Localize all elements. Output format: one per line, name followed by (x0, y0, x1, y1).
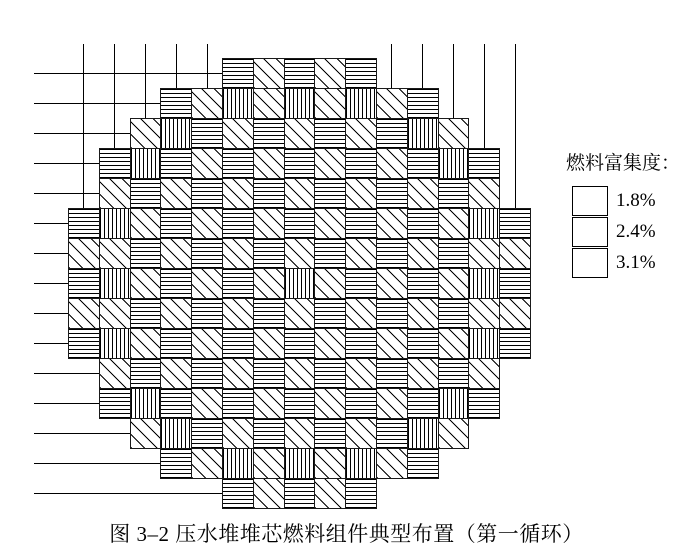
assembly-cell (284, 148, 316, 179)
assembly-cell (376, 418, 408, 449)
legend-label: 1.8% (616, 190, 656, 211)
assembly-cell (345, 388, 377, 419)
assembly-cell (253, 418, 285, 449)
assembly-cell (376, 358, 408, 389)
assembly-cell (284, 448, 316, 479)
assembly-cell (407, 238, 439, 269)
legend (566, 148, 690, 273)
assembly-cell (191, 298, 223, 329)
assembly-cell (130, 118, 162, 149)
assembly-cell (407, 88, 439, 119)
assembly-cell (99, 238, 131, 269)
assembly-cell (376, 118, 408, 149)
assembly-cell (499, 268, 531, 299)
assembly-cell (253, 388, 285, 419)
assembly-cell (376, 208, 408, 239)
assembly-cell (160, 418, 192, 449)
assembly-cell (284, 238, 316, 269)
assembly-cell (160, 388, 192, 419)
row-leader-line (34, 253, 68, 254)
assembly-cell (191, 118, 223, 149)
assembly-cell (314, 418, 346, 449)
assembly-cell (284, 418, 316, 449)
assembly-cell (222, 238, 254, 269)
assembly-cell (376, 448, 408, 479)
assembly-cell (284, 328, 316, 359)
assembly-cell (222, 148, 254, 179)
assembly-cell (284, 178, 316, 209)
assembly-cell (191, 88, 223, 119)
assembly-cell (407, 418, 439, 449)
assembly-cell (160, 178, 192, 209)
assembly-cell (345, 418, 377, 449)
legend-swatch-diagonal-hatch (572, 217, 608, 247)
row-leader-line (34, 73, 222, 74)
row-leader-line (34, 463, 160, 464)
assembly-cell (468, 238, 500, 269)
legend-item (572, 186, 688, 216)
assembly-cell (253, 238, 285, 269)
row-leader-line (34, 313, 68, 314)
assembly-cell (253, 148, 285, 179)
assembly-cell (191, 238, 223, 269)
assembly-cell (438, 418, 470, 449)
column-leader-line (207, 44, 208, 88)
assembly-cell (253, 58, 285, 89)
assembly-cell (99, 208, 131, 239)
assembly-cell (314, 118, 346, 149)
assembly-cell (314, 238, 346, 269)
assembly-cell (99, 148, 131, 179)
assembly-cell (130, 418, 162, 449)
assembly-cell (407, 178, 439, 209)
assembly-cell (130, 358, 162, 389)
column-leader-line (145, 44, 146, 118)
assembly-cell (314, 358, 346, 389)
assembly-cell (284, 358, 316, 389)
assembly-cell (160, 328, 192, 359)
assembly-cell (99, 268, 131, 299)
assembly-cell (160, 208, 192, 239)
legend-label: 3.1% (616, 252, 656, 273)
assembly-cell (68, 298, 100, 329)
assembly-cell (407, 448, 439, 479)
assembly-cell (222, 58, 254, 89)
assembly-cell (314, 298, 346, 329)
assembly-cell (499, 328, 531, 359)
assembly-cell (499, 208, 531, 239)
legend-label: 2.4% (616, 221, 656, 242)
assembly-cell (468, 328, 500, 359)
assembly-cell (314, 328, 346, 359)
figure-caption: 图 3–2 压水堆堆芯燃料组件典型布置（第一循环） (109, 522, 584, 546)
assembly-cell (468, 388, 500, 419)
assembly-cell (376, 178, 408, 209)
assembly-cell (345, 118, 377, 149)
row-leader-line (34, 133, 130, 134)
assembly-cell (407, 118, 439, 149)
assembly-cell (253, 328, 285, 359)
assembly-cell (407, 208, 439, 239)
assembly-cell (407, 328, 439, 359)
assembly-cell (438, 298, 470, 329)
legend-item (572, 217, 688, 247)
assembly-cell (314, 388, 346, 419)
assembly-cell (253, 358, 285, 389)
assembly-cell (130, 178, 162, 209)
assembly-cell (314, 178, 346, 209)
assembly-cell (468, 298, 500, 329)
assembly-cell (253, 478, 285, 509)
assembly-cell (376, 268, 408, 299)
row-leader-line (34, 493, 222, 494)
assembly-cell (68, 238, 100, 269)
assembly-cell (314, 88, 346, 119)
assembly-cell (191, 358, 223, 389)
assembly-cell (160, 88, 192, 119)
row-leader-line (34, 403, 99, 404)
assembly-cell (222, 268, 254, 299)
assembly-cell (222, 118, 254, 149)
assembly-cell (284, 388, 316, 419)
assembly-cell (438, 268, 470, 299)
assembly-cell (345, 478, 377, 509)
column-leader-line (484, 44, 485, 148)
assembly-cell (407, 148, 439, 179)
assembly-cell (130, 298, 162, 329)
row-leader-line (34, 223, 68, 224)
row-leader-line (34, 373, 99, 374)
assembly-cell (160, 298, 192, 329)
assembly-cell (99, 388, 131, 419)
assembly-cell (222, 88, 254, 119)
assembly-cell (68, 268, 100, 299)
assembly-cell (253, 448, 285, 479)
assembly-cell (191, 178, 223, 209)
row-leader-line (34, 103, 160, 104)
assembly-cell (345, 58, 377, 89)
assembly-cell (438, 208, 470, 239)
assembly-cell (438, 358, 470, 389)
assembly-cell (222, 358, 254, 389)
assembly-cell (99, 328, 131, 359)
assembly-cell (99, 358, 131, 389)
assembly-cell (438, 118, 470, 149)
assembly-cell (160, 358, 192, 389)
assembly-cell (284, 88, 316, 119)
legend-swatch-vertical-hatch (572, 248, 608, 278)
assembly-cell (191, 208, 223, 239)
assembly-cell (314, 478, 346, 509)
assembly-cell (376, 388, 408, 419)
assembly-cell (160, 118, 192, 149)
assembly-cell (376, 328, 408, 359)
row-leader-line (34, 283, 68, 284)
column-leader-line (176, 44, 177, 88)
assembly-cell (499, 238, 531, 269)
legend-swatch-horizontal-hatch (572, 186, 608, 216)
assembly-cell (191, 268, 223, 299)
assembly-cell (284, 268, 316, 299)
assembly-cell (160, 268, 192, 299)
assembly-cell (253, 88, 285, 119)
assembly-cell (345, 268, 377, 299)
assembly-cell (222, 418, 254, 449)
assembly-cell (222, 478, 254, 509)
assembly-cell (438, 388, 470, 419)
assembly-cell (191, 418, 223, 449)
assembly-cell (376, 88, 408, 119)
assembly-cell (468, 268, 500, 299)
assembly-cell (376, 298, 408, 329)
assembly-cell (222, 448, 254, 479)
assembly-cell (314, 58, 346, 89)
assembly-cell (438, 178, 470, 209)
assembly-cell (345, 358, 377, 389)
assembly-cell (191, 388, 223, 419)
assembly-cell (222, 178, 254, 209)
assembly-cell (160, 448, 192, 479)
assembly-cell (130, 328, 162, 359)
assembly-cell (376, 148, 408, 179)
column-leader-line (453, 44, 454, 118)
assembly-cell (314, 448, 346, 479)
row-leader-line (34, 163, 99, 164)
assembly-cell (222, 388, 254, 419)
assembly-cell (345, 238, 377, 269)
assembly-cell (222, 208, 254, 239)
assembly-cell (284, 298, 316, 329)
assembly-cell (68, 328, 100, 359)
column-leader-line (391, 44, 392, 88)
assembly-cell (68, 208, 100, 239)
assembly-cell (468, 358, 500, 389)
assembly-cell (345, 178, 377, 209)
row-leader-line (34, 343, 68, 344)
row-leader-line (34, 433, 130, 434)
assembly-cell (314, 268, 346, 299)
assembly-cell (345, 148, 377, 179)
assembly-cell (130, 268, 162, 299)
assembly-cell (130, 148, 162, 179)
assembly-cell (345, 208, 377, 239)
assembly-cell (407, 388, 439, 419)
assembly-cell (222, 328, 254, 359)
assembly-cell (284, 118, 316, 149)
assembly-cell (499, 298, 531, 329)
assembly-cell (407, 298, 439, 329)
assembly-cell (253, 268, 285, 299)
row-leader-line (34, 193, 99, 194)
assembly-cell (345, 298, 377, 329)
assembly-cell (345, 328, 377, 359)
assembly-cell (314, 148, 346, 179)
column-leader-line (515, 44, 516, 208)
assembly-cell (284, 208, 316, 239)
assembly-cell (345, 448, 377, 479)
assembly-cell (407, 358, 439, 389)
assembly-cell (191, 328, 223, 359)
column-leader-line (422, 44, 423, 88)
assembly-cell (130, 208, 162, 239)
assembly-cell (468, 178, 500, 209)
assembly-cell (99, 298, 131, 329)
assembly-cell (345, 88, 377, 119)
assembly-cell (160, 148, 192, 179)
assembly-cell (468, 208, 500, 239)
assembly-cell (438, 328, 470, 359)
assembly-cell (160, 238, 192, 269)
assembly-cell (438, 238, 470, 269)
assembly-cell (130, 238, 162, 269)
assembly-cell (314, 208, 346, 239)
legend-title: 燃料富集度： (566, 153, 681, 174)
assembly-cell (376, 238, 408, 269)
assembly-cell (284, 478, 316, 509)
assembly-cell (222, 298, 254, 329)
assembly-cell (253, 208, 285, 239)
assembly-cell (130, 388, 162, 419)
assembly-cell (191, 448, 223, 479)
assembly-cell (253, 298, 285, 329)
assembly-cell (253, 178, 285, 209)
column-leader-line (83, 44, 84, 208)
legend-item (572, 248, 688, 278)
assembly-cell (468, 148, 500, 179)
assembly-cell (284, 58, 316, 89)
assembly-cell (253, 118, 285, 149)
assembly-cell (99, 178, 131, 209)
assembly-cell (191, 148, 223, 179)
assembly-cell (407, 268, 439, 299)
assembly-cell (438, 148, 470, 179)
